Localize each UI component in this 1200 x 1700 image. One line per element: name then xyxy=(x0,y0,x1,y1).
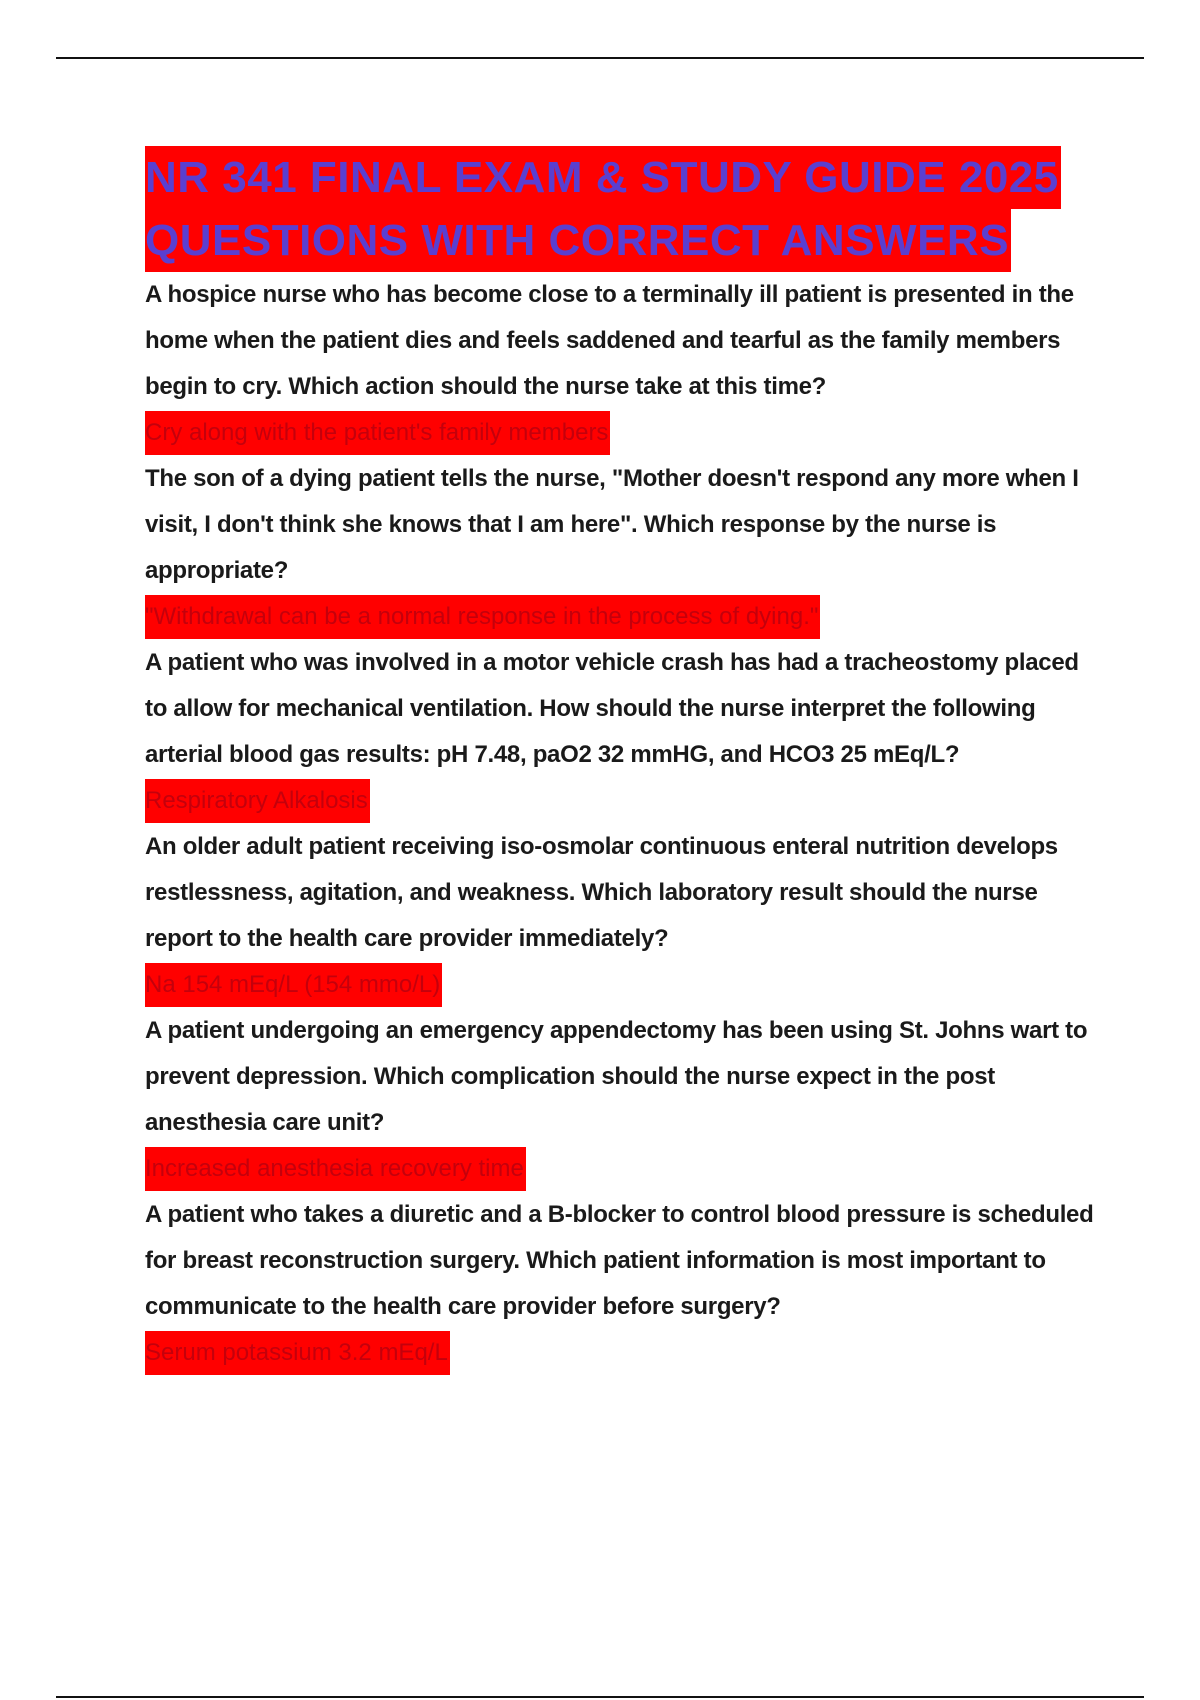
title-line-2: QUESTIONS WITH CORRECT ANSWERS xyxy=(145,209,1011,272)
answer-highlight xyxy=(145,1330,1095,1376)
question-text: The son of a dying patient tells the nurse, "Mother doesn't respond any more when I visit, I don't think she knows that I am here". Which response by the nurse is appropriate? xyxy=(145,465,1079,584)
document-body xyxy=(145,146,1095,1376)
answer-text: Respiratory Alkalosis xyxy=(145,779,370,823)
answer-text: Na 154 mEq/L (154 mmo/L) xyxy=(145,963,442,1007)
question-text: A patient who was involved in a motor vehicle crash has had a tracheostomy placed to allow for mechanical ventilation. How should the nurse interpret the following arterial blood gas results: pH 7.48, paO2 32 mmHG, and HCO3 25 mEq/L? xyxy=(145,649,1079,768)
qa-item-5 xyxy=(145,1008,1095,1192)
answer-highlight xyxy=(145,962,1095,1008)
top-rule xyxy=(56,57,1144,59)
document-title xyxy=(145,146,1095,272)
answer-text: "Withdrawal can be a normal response in the process of dying." xyxy=(145,595,820,639)
answer-highlight xyxy=(145,594,1095,640)
answer-text: Serum potassium 3.2 mEq/L xyxy=(145,1331,450,1375)
question-text: A hospice nurse who has become close to a terminally ill patient is presented in the home when the patient dies and feels saddened and tearful as the family members begin to cry. Which action should the nurse take at this time? xyxy=(145,281,1074,400)
qa-item-2 xyxy=(145,456,1095,640)
answer-text: Cry along with the patient's family members xyxy=(145,411,610,455)
answer-highlight xyxy=(145,410,1095,456)
question-text: A patient undergoing an emergency appendectomy has been using St. Johns wart to prevent depression. Which complication should the nurse expect in the post anesthesia care unit? xyxy=(145,1017,1088,1136)
qa-item-3 xyxy=(145,640,1095,824)
qa-item-1 xyxy=(145,272,1095,456)
answer-highlight xyxy=(145,778,1095,824)
question-text: An older adult patient receiving iso-osmolar continuous enteral nutrition develops restlessness, agitation, and weakness. Which laboratory result should the nurse report to the health care provider immediately? xyxy=(145,833,1058,952)
qa-item-6 xyxy=(145,1192,1095,1376)
bottom-rule xyxy=(56,1696,1144,1698)
question-text: A patient who takes a diuretic and a B-blocker to control blood pressure is scheduled for breast reconstruction surgery. Which patient information is most important to communicate to the health care provider before surgery? xyxy=(145,1201,1094,1320)
answer-highlight xyxy=(145,1146,1095,1192)
answer-text: Increased anesthesia recovery time xyxy=(145,1147,526,1191)
title-line-1: NR 341 FINAL EXAM & STUDY GUIDE 2025 xyxy=(145,146,1061,209)
qa-item-4 xyxy=(145,824,1095,1008)
